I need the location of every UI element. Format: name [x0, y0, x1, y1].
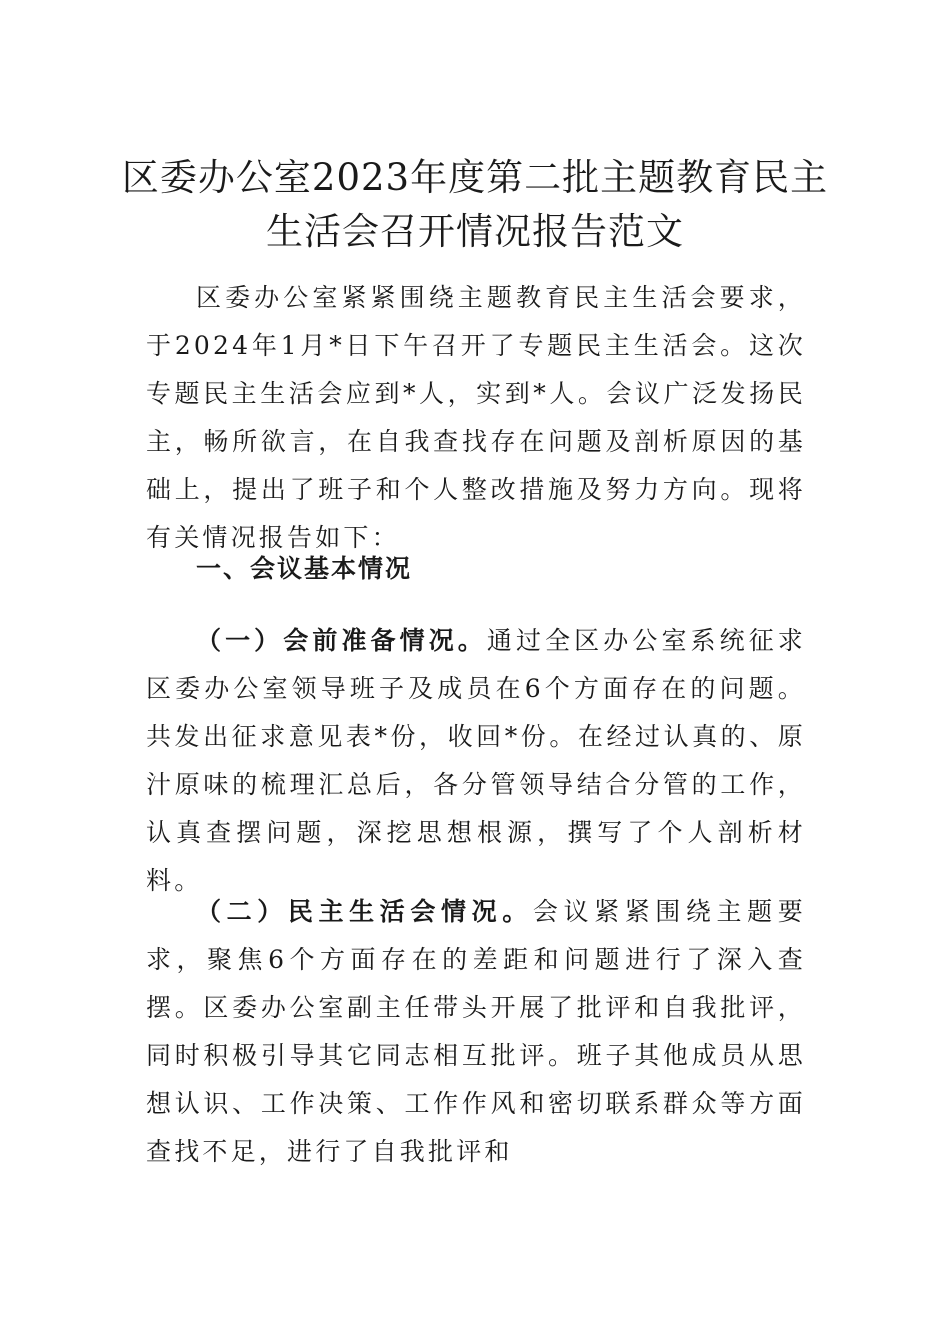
subsection-1-paragraph [146, 617, 806, 905]
subsection-2-paragraph [146, 888, 806, 1176]
subsection-1-lead: （一）会前准备情况。 [196, 626, 487, 655]
section-1-heading: 一、会议基本情况 [196, 554, 413, 583]
subsection-1-text: 通过全区办公室系统征求区委办公室领导班子及成员在6个方面存在的问题。共发出征求意见表*份，收回*份。在经过认真的、原汁原味的梳理汇总后，各分管领导结合分管的工作，认真查摆问题，深挖思想根源，撰写了个人剖析材料。 [146, 626, 806, 895]
document-title-line-1: 区委办公室2023年度第二批主题教育民主 [121, 156, 829, 199]
document-title-line-2: 生活会召开情况报告范文 [266, 210, 684, 253]
subsection-2-text: 会议紧紧围绕主题要求，聚焦6个方面存在的差距和问题进行了深入查摆。区委办公室副主任带头开展了批评和自我批评，同时积极引导其它同志相互批评。班子其他成员从思想认识、工作决策、工作作风和密切联系群众等方面查找不足，进行了自我批评和 [146, 897, 806, 1166]
subsection-2-lead: （二）民主生活会情况。 [196, 897, 533, 926]
intro-paragraph: 区委办公室紧紧围绕主题教育民主生活会要求，于2024年1月*日下午召开了专题民主生活会。这次专题民主生活会应到*人，实到*人。会议广泛发扬民主，畅所欲言，在自我查找存在问题及剖析原因的基础上，提出了班子和个人整改措施及努力方向。现将有关情况报告如下： [146, 283, 806, 552]
